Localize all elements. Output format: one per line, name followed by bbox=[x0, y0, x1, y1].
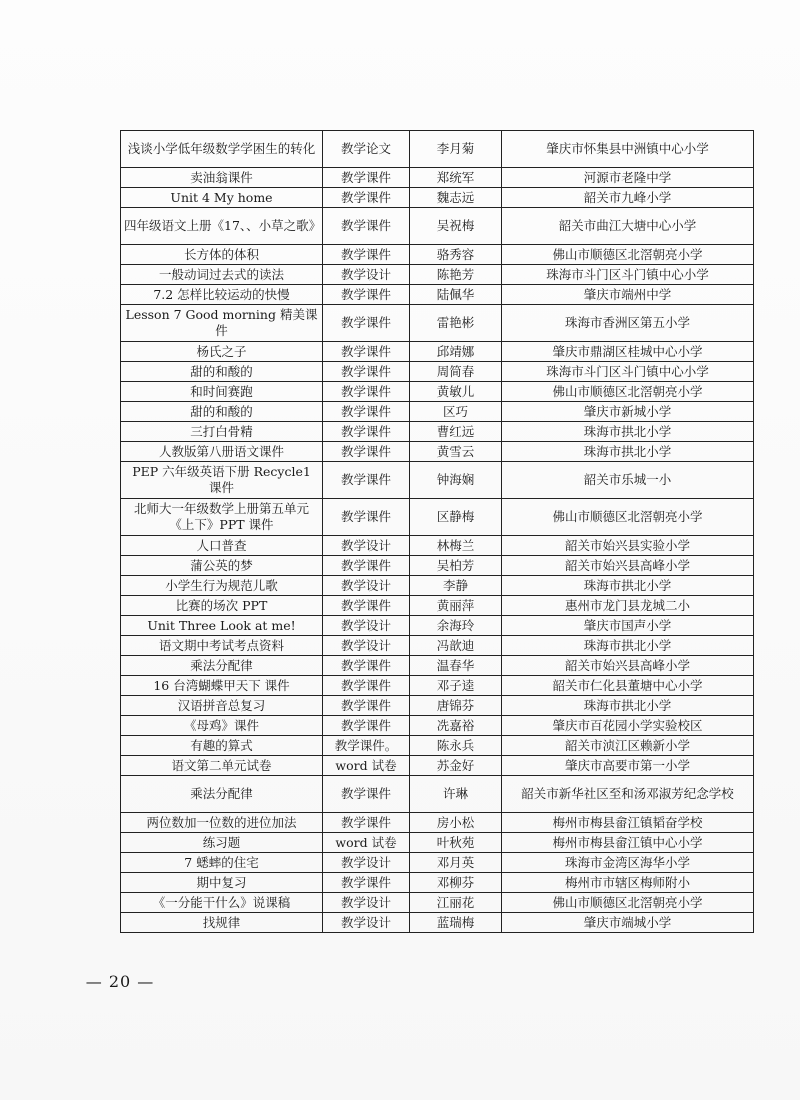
author-cell: 蓝瑞梅 bbox=[410, 913, 502, 933]
author-cell: 江丽花 bbox=[410, 893, 502, 913]
school-cell: 珠海市金湾区海华小学 bbox=[502, 853, 754, 873]
work-type-cell: 教学课件 bbox=[323, 305, 410, 342]
author-cell: 黄丽萍 bbox=[410, 596, 502, 616]
work-title-cell: 乘法分配律 bbox=[121, 776, 323, 813]
school-cell: 肇庆市国声小学 bbox=[502, 616, 754, 636]
school-cell: 韶关市仁化县董塘中心小学 bbox=[502, 676, 754, 696]
author-cell: 周简春 bbox=[410, 362, 502, 382]
work-title-cell: 四年级语文上册《17、、小草之歌》 bbox=[121, 208, 323, 245]
work-title-cell: 语文第二单元试卷 bbox=[121, 756, 323, 776]
work-title-cell: 浅谈小学低年级数学学困生的转化 bbox=[121, 131, 323, 168]
school-cell: 佛山市顺德区北滘朝亮小学 bbox=[502, 893, 754, 913]
work-title-cell: PEP 六年级英语下册 Recycle1 课件 bbox=[121, 462, 323, 499]
work-title-cell: 语文期中考试考点资料 bbox=[121, 636, 323, 656]
work-title-cell: 和时间赛跑 bbox=[121, 382, 323, 402]
work-type-cell: 教学课件。 bbox=[323, 736, 410, 756]
school-cell: 珠海市香洲区第五小学 bbox=[502, 305, 754, 342]
work-title-cell: 两位数加一位数的进位加法 bbox=[121, 813, 323, 833]
school-cell: 梅州市市辖区梅师附小 bbox=[502, 873, 754, 893]
work-type-cell: 教学课件 bbox=[323, 285, 410, 305]
author-cell: 邓月英 bbox=[410, 853, 502, 873]
table-row bbox=[121, 305, 754, 342]
author-cell: 郑统军 bbox=[410, 168, 502, 188]
table-row bbox=[121, 756, 754, 776]
school-cell: 珠海市拱北小学 bbox=[502, 576, 754, 596]
work-title-cell: 一般动词过去式的读法 bbox=[121, 265, 323, 285]
school-cell: 韶关市始兴县高峰小学 bbox=[502, 656, 754, 676]
work-type-cell: 教学设计 bbox=[323, 893, 410, 913]
work-type-cell: 教学课件 bbox=[323, 596, 410, 616]
school-cell: 韶关市新华社区至和汤邓淑芳纪念学校 bbox=[502, 776, 754, 813]
work-type-cell: 教学课件 bbox=[323, 245, 410, 265]
author-cell: 冯歆迪 bbox=[410, 636, 502, 656]
table-row bbox=[121, 696, 754, 716]
table-row bbox=[121, 285, 754, 305]
author-cell: 温春华 bbox=[410, 656, 502, 676]
work-type-cell: 教学课件 bbox=[323, 716, 410, 736]
work-type-cell: 教学论文 bbox=[323, 131, 410, 168]
author-cell: 魏志远 bbox=[410, 188, 502, 208]
table-row bbox=[121, 168, 754, 188]
author-cell: 曹红远 bbox=[410, 422, 502, 442]
work-type-cell: 教学课件 bbox=[323, 402, 410, 422]
work-type-cell: 教学设计 bbox=[323, 853, 410, 873]
author-cell: 吴柏芳 bbox=[410, 556, 502, 576]
school-cell: 河源市老隆中学 bbox=[502, 168, 754, 188]
table-row bbox=[121, 873, 754, 893]
table-body bbox=[121, 131, 754, 933]
work-type-cell: 教学设计 bbox=[323, 913, 410, 933]
author-cell: 唐锦芬 bbox=[410, 696, 502, 716]
table-row bbox=[121, 596, 754, 616]
work-title-cell: 甜的和酸的 bbox=[121, 402, 323, 422]
work-title-cell: 杨氏之子 bbox=[121, 342, 323, 362]
author-cell: 许琳 bbox=[410, 776, 502, 813]
work-type-cell: word 试卷 bbox=[323, 833, 410, 853]
author-cell: 邱靖娜 bbox=[410, 342, 502, 362]
author-cell: 余海玲 bbox=[410, 616, 502, 636]
table-row bbox=[121, 913, 754, 933]
work-type-cell: 教学课件 bbox=[323, 873, 410, 893]
author-cell: 邓柳芬 bbox=[410, 873, 502, 893]
author-cell: 吴祝梅 bbox=[410, 208, 502, 245]
work-title-cell: 长方体的体积 bbox=[121, 245, 323, 265]
table-row bbox=[121, 853, 754, 873]
work-type-cell: 教学设计 bbox=[323, 265, 410, 285]
author-cell: 林梅兰 bbox=[410, 536, 502, 556]
school-cell: 肇庆市百花园小学实验校区 bbox=[502, 716, 754, 736]
work-title-cell: 卖油翁课件 bbox=[121, 168, 323, 188]
work-type-cell: 教学课件 bbox=[323, 362, 410, 382]
work-type-cell: 教学课件 bbox=[323, 556, 410, 576]
author-cell: 李静 bbox=[410, 576, 502, 596]
school-cell: 佛山市顺德区北滘朝亮小学 bbox=[502, 499, 754, 536]
table-row bbox=[121, 736, 754, 756]
work-title-cell: 找规律 bbox=[121, 913, 323, 933]
work-title-cell: 《母鸡》课件 bbox=[121, 716, 323, 736]
work-title-cell: 人教版第八册语文课件 bbox=[121, 442, 323, 462]
work-title-cell: Unit 4 My home bbox=[121, 188, 323, 208]
author-cell: 陆佩华 bbox=[410, 285, 502, 305]
author-cell: 陈艳芳 bbox=[410, 265, 502, 285]
page-number: — 20 — bbox=[85, 972, 155, 991]
table-row bbox=[121, 636, 754, 656]
table-row bbox=[121, 833, 754, 853]
work-title-cell: 练习题 bbox=[121, 833, 323, 853]
work-title-cell: 7.2 怎样比较运动的快慢 bbox=[121, 285, 323, 305]
work-title-cell: 乘法分配律 bbox=[121, 656, 323, 676]
work-type-cell: 教学设计 bbox=[323, 576, 410, 596]
school-cell: 珠海市拱北小学 bbox=[502, 636, 754, 656]
work-title-cell: 有趣的算式 bbox=[121, 736, 323, 756]
work-type-cell: 教学设计 bbox=[323, 536, 410, 556]
table-row bbox=[121, 716, 754, 736]
table-row bbox=[121, 342, 754, 362]
table-row bbox=[121, 576, 754, 596]
work-title-cell: 期中复习 bbox=[121, 873, 323, 893]
table-row bbox=[121, 265, 754, 285]
work-title-cell: 7 蟋蟀的住宅 bbox=[121, 853, 323, 873]
work-type-cell: 教学课件 bbox=[323, 776, 410, 813]
table-row bbox=[121, 656, 754, 676]
table-row bbox=[121, 422, 754, 442]
work-type-cell: 教学课件 bbox=[323, 499, 410, 536]
school-cell: 肇庆市鼎湖区桂城中心小学 bbox=[502, 342, 754, 362]
author-cell: 区静梅 bbox=[410, 499, 502, 536]
school-cell: 肇庆市端州中学 bbox=[502, 285, 754, 305]
school-cell: 韶关市曲江大塘中心小学 bbox=[502, 208, 754, 245]
author-cell: 冼嘉裕 bbox=[410, 716, 502, 736]
work-title-cell: 蒲公英的梦 bbox=[121, 556, 323, 576]
work-title-cell: 人口普查 bbox=[121, 536, 323, 556]
work-title-cell: 三打白骨精 bbox=[121, 422, 323, 442]
table-row bbox=[121, 362, 754, 382]
school-cell: 韶关市乐城一小 bbox=[502, 462, 754, 499]
work-type-cell: 教学课件 bbox=[323, 676, 410, 696]
table-row bbox=[121, 556, 754, 576]
author-cell: 苏金好 bbox=[410, 756, 502, 776]
table-row bbox=[121, 536, 754, 556]
work-type-cell: 教学课件 bbox=[323, 442, 410, 462]
school-cell: 韶关市九峰小学 bbox=[502, 188, 754, 208]
school-cell: 珠海市拱北小学 bbox=[502, 442, 754, 462]
school-cell: 韶关市浈江区赖新小学 bbox=[502, 736, 754, 756]
work-type-cell: 教学设计 bbox=[323, 616, 410, 636]
work-type-cell: 教学课件 bbox=[323, 382, 410, 402]
table-row bbox=[121, 462, 754, 499]
work-type-cell: 教学课件 bbox=[323, 462, 410, 499]
school-cell: 珠海市斗门区斗门镇中心小学 bbox=[502, 265, 754, 285]
award-list-table bbox=[120, 130, 754, 933]
table-row bbox=[121, 813, 754, 833]
school-cell: 珠海市拱北小学 bbox=[502, 696, 754, 716]
table-row bbox=[121, 131, 754, 168]
table-row bbox=[121, 776, 754, 813]
work-title-cell: Lesson 7 Good morning 精美课件 bbox=[121, 305, 323, 342]
table-row bbox=[121, 616, 754, 636]
work-type-cell: 教学课件 bbox=[323, 813, 410, 833]
work-title-cell: 《一分能干什么》说课稿 bbox=[121, 893, 323, 913]
table-row bbox=[121, 208, 754, 245]
school-cell: 肇庆市高要市第一小学 bbox=[502, 756, 754, 776]
school-cell: 肇庆市端城小学 bbox=[502, 913, 754, 933]
table-row bbox=[121, 402, 754, 422]
work-type-cell: 教学课件 bbox=[323, 208, 410, 245]
school-cell: 珠海市拱北小学 bbox=[502, 422, 754, 442]
school-cell: 梅州市梅县畲江镇韬奋学校 bbox=[502, 813, 754, 833]
author-cell: 黄敏儿 bbox=[410, 382, 502, 402]
author-cell: 骆秀容 bbox=[410, 245, 502, 265]
author-cell: 区巧 bbox=[410, 402, 502, 422]
work-type-cell: 教学课件 bbox=[323, 342, 410, 362]
school-cell: 珠海市斗门区斗门镇中心小学 bbox=[502, 362, 754, 382]
work-title-cell: 北师大一年级数学上册第五单元《上下》PPT 课件 bbox=[121, 499, 323, 536]
school-cell: 佛山市顺德区北滘朝亮小学 bbox=[502, 382, 754, 402]
author-cell: 李月菊 bbox=[410, 131, 502, 168]
work-title-cell: 16 台湾蝴蝶甲天下 课件 bbox=[121, 676, 323, 696]
table-row bbox=[121, 245, 754, 265]
school-cell: 肇庆市新城小学 bbox=[502, 402, 754, 422]
author-cell: 雷艳彬 bbox=[410, 305, 502, 342]
work-type-cell: 教学课件 bbox=[323, 422, 410, 442]
school-cell: 惠州市龙门县龙城二小 bbox=[502, 596, 754, 616]
author-cell: 钟海娴 bbox=[410, 462, 502, 499]
work-type-cell: 教学课件 bbox=[323, 696, 410, 716]
author-cell: 叶秋苑 bbox=[410, 833, 502, 853]
school-cell: 佛山市顺德区北滘朝亮小学 bbox=[502, 245, 754, 265]
work-type-cell: 教学课件 bbox=[323, 656, 410, 676]
table-row bbox=[121, 893, 754, 913]
school-cell: 韶关市始兴县高峰小学 bbox=[502, 556, 754, 576]
author-cell: 房小松 bbox=[410, 813, 502, 833]
table-row bbox=[121, 188, 754, 208]
author-cell: 陈永兵 bbox=[410, 736, 502, 756]
author-cell: 黄雪云 bbox=[410, 442, 502, 462]
school-cell: 韶关市始兴县实验小学 bbox=[502, 536, 754, 556]
table-row bbox=[121, 442, 754, 462]
table-row bbox=[121, 382, 754, 402]
work-title-cell: 汉语拼音总复习 bbox=[121, 696, 323, 716]
work-title-cell: Unit Three Look at me! bbox=[121, 616, 323, 636]
work-type-cell: word 试卷 bbox=[323, 756, 410, 776]
work-type-cell: 教学设计 bbox=[323, 636, 410, 656]
work-type-cell: 教学课件 bbox=[323, 188, 410, 208]
work-title-cell: 比赛的场次 PPT bbox=[121, 596, 323, 616]
work-title-cell: 小学生行为规范儿歌 bbox=[121, 576, 323, 596]
school-cell: 梅州市梅县畲江镇中心小学 bbox=[502, 833, 754, 853]
table-row bbox=[121, 499, 754, 536]
table-row bbox=[121, 676, 754, 696]
school-cell: 肇庆市怀集县中洲镇中心小学 bbox=[502, 131, 754, 168]
work-type-cell: 教学课件 bbox=[323, 168, 410, 188]
work-title-cell: 甜的和酸的 bbox=[121, 362, 323, 382]
author-cell: 邓子逵 bbox=[410, 676, 502, 696]
